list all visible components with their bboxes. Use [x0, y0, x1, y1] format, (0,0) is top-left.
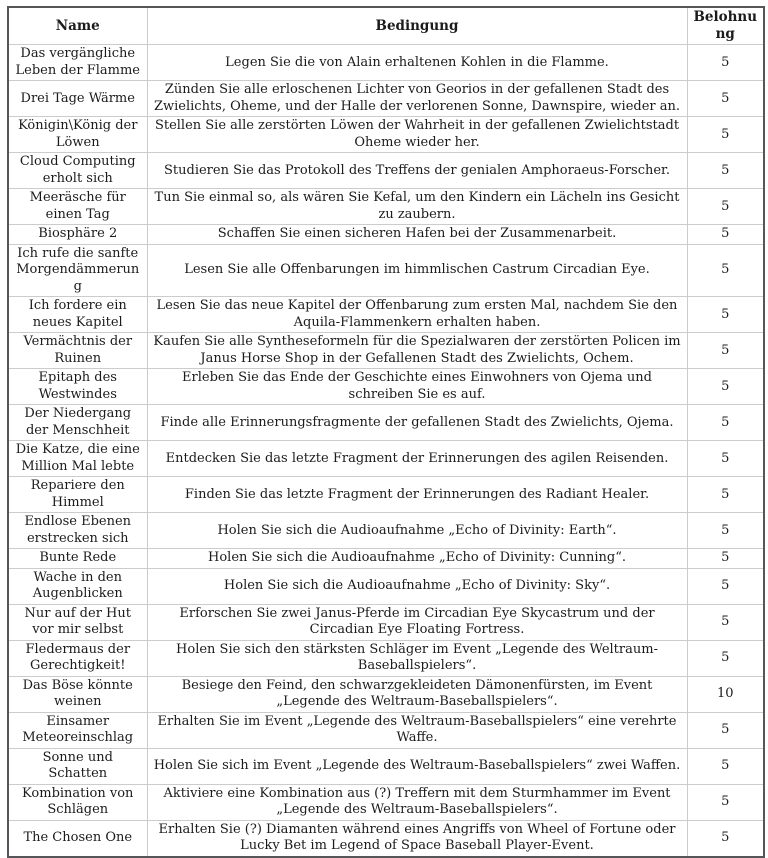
- cell-reward: 5: [687, 784, 764, 820]
- cell-name: Einsamer Meteoreinschlag: [8, 712, 147, 748]
- header-row: [8, 7, 764, 45]
- table-row: [8, 81, 764, 117]
- cell-reward: 5: [687, 369, 764, 405]
- cell-reward: 5: [687, 549, 764, 569]
- cell-name: Nur auf der Hut vor mir selbst: [8, 604, 147, 640]
- table-row: [8, 45, 764, 81]
- cell-name: Epitaph des Westwindes: [8, 369, 147, 405]
- cell-reward: 5: [687, 117, 764, 153]
- cell-reward: 5: [687, 712, 764, 748]
- table-row: [8, 820, 764, 857]
- cell-condition: Erleben Sie das Ende der Geschichte eines Einwohners von Ojema und schreiben Sie es auf.: [147, 369, 687, 405]
- cell-name: Endlose Ebenen erstrecken sich: [8, 513, 147, 549]
- cell-reward: 5: [687, 477, 764, 513]
- cell-name: Biosphäre 2: [8, 225, 147, 245]
- cell-condition: Finde alle Erinnerungsfragmente der gefallenen Stadt des Zwielichts, Ojema.: [147, 405, 687, 441]
- cell-condition: Besiege den Feind, den schwarzgekleideten Dämonenfürsten, im Event „Legende des Weltraum-Baseballspielers“.: [147, 676, 687, 712]
- cell-reward: 5: [687, 189, 764, 225]
- cell-condition: Zünden Sie alle erloschenen Lichter von Georios in der gefallenen Stadt des Zwielichts, Oheme, und der Halle der verlorenen Sonne, Dawnspire, wieder an.: [147, 81, 687, 117]
- cell-condition: Holen Sie sich im Event „Legende des Weltraum-Baseballspielers“ zwei Waffen.: [147, 748, 687, 784]
- cell-name: Cloud Computing erholt sich: [8, 153, 147, 189]
- cell-name: Repariere den Himmel: [8, 477, 147, 513]
- cell-name: Wache in den Augenblicken: [8, 568, 147, 604]
- cell-name: Ich rufe die sanfte Morgendämmerung: [8, 244, 147, 297]
- table-row: [8, 225, 764, 245]
- table-row: [8, 640, 764, 676]
- cell-reward: 5: [687, 45, 764, 81]
- cell-condition: Holen Sie sich die Audioaufnahme „Echo of Divinity: Earth“.: [147, 513, 687, 549]
- cell-condition: Lesen Sie das neue Kapitel der Offenbarung zum ersten Mal, nachdem Sie den Aquila-Flammenkern erhalten haben.: [147, 297, 687, 333]
- cell-reward: 10: [687, 676, 764, 712]
- cell-condition: Kaufen Sie alle Syntheseformeln für die Spezialwaren der zerstörten Policen im Janus Horse Shop in der Gefallenen Stadt des Zwielichts, Ochem.: [147, 333, 687, 369]
- cell-reward: 5: [687, 640, 764, 676]
- table-row: [8, 333, 764, 369]
- cell-condition: Schaffen Sie einen sicheren Hafen bei der Zusammenarbeit.: [147, 225, 687, 245]
- cell-reward: 5: [687, 405, 764, 441]
- cell-name: Drei Tage Wärme: [8, 81, 147, 117]
- cell-condition: Erhalten Sie (?) Diamanten während eines Angriffs von Wheel of Fortune oder Lucky Bet im Legend of Space Baseball Player-Event.: [147, 820, 687, 857]
- cell-name: Ich fordere ein neues Kapitel: [8, 297, 147, 333]
- cell-name: Das vergängliche Leben der Flamme: [8, 45, 147, 81]
- cell-condition: Finden Sie das letzte Fragment der Erinnerungen des Radiant Healer.: [147, 477, 687, 513]
- table-row: [8, 676, 764, 712]
- cell-condition: Studieren Sie das Protokoll des Treffens der genialen Amphoraeus-Forscher.: [147, 153, 687, 189]
- table-body: [8, 45, 764, 857]
- cell-condition: Holen Sie sich die Audioaufnahme „Echo of Divinity: Cunning“.: [147, 549, 687, 569]
- cell-condition: Erhalten Sie im Event „Legende des Weltraum-Baseballspielers“ eine verehrte Waffe.: [147, 712, 687, 748]
- table-header: [8, 7, 764, 45]
- table-row: [8, 297, 764, 333]
- cell-reward: 5: [687, 297, 764, 333]
- table-row: [8, 153, 764, 189]
- column-header-name: Name: [8, 7, 147, 45]
- cell-name: Das Böse könnte weinen: [8, 676, 147, 712]
- cell-reward: 5: [687, 333, 764, 369]
- cell-condition: Lesen Sie alle Offenbarungen im himmlischen Castrum Circadian Eye.: [147, 244, 687, 297]
- table-row: [8, 549, 764, 569]
- cell-name: Meeräsche für einen Tag: [8, 189, 147, 225]
- table-row: [8, 405, 764, 441]
- table-row: [8, 117, 764, 153]
- cell-reward: 5: [687, 225, 764, 245]
- column-header-condition: Bedingung: [147, 7, 687, 45]
- cell-reward: 5: [687, 568, 764, 604]
- cell-name: Kombination von Schlägen: [8, 784, 147, 820]
- table-row: [8, 477, 764, 513]
- cell-name: Die Katze, die eine Million Mal lebte: [8, 441, 147, 477]
- column-header-reward: Belohnung: [687, 7, 764, 45]
- cell-reward: 5: [687, 748, 764, 784]
- table-row: [8, 604, 764, 640]
- cell-reward: 5: [687, 153, 764, 189]
- table-row: [8, 441, 764, 477]
- table-row: [8, 784, 764, 820]
- table-row: [8, 369, 764, 405]
- table-row: [8, 513, 764, 549]
- achievements-table: [7, 6, 765, 858]
- cell-reward: 5: [687, 604, 764, 640]
- cell-reward: 5: [687, 81, 764, 117]
- cell-condition: Legen Sie die von Alain erhaltenen Kohlen in die Flamme.: [147, 45, 687, 81]
- cell-name: Vermächtnis der Ruinen: [8, 333, 147, 369]
- cell-name: Fledermaus der Gerechtigkeit!: [8, 640, 147, 676]
- cell-condition: Holen Sie sich die Audioaufnahme „Echo of Divinity: Sky“.: [147, 568, 687, 604]
- cell-condition: Stellen Sie alle zerstörten Löwen der Wahrheit in der gefallenen Zwielichtstadt Oheme wieder her.: [147, 117, 687, 153]
- cell-name: Königin\König der Löwen: [8, 117, 147, 153]
- cell-condition: Aktiviere eine Kombination aus (?) Treffern mit dem Sturmhammer im Event „Legende des Weltraum-Baseballspielers“.: [147, 784, 687, 820]
- table-row: [8, 748, 764, 784]
- cell-reward: 5: [687, 244, 764, 297]
- cell-condition: Entdecken Sie das letzte Fragment der Erinnerungen des agilen Reisenden.: [147, 441, 687, 477]
- table-row: [8, 244, 764, 297]
- cell-reward: 5: [687, 441, 764, 477]
- table-row: [8, 568, 764, 604]
- table-row: [8, 712, 764, 748]
- cell-reward: 5: [687, 513, 764, 549]
- cell-name: Der Niedergang der Menschheit: [8, 405, 147, 441]
- cell-condition: Holen Sie sich den stärksten Schläger im Event „Legende des Weltraum-Baseballspielers“.: [147, 640, 687, 676]
- cell-name: Bunte Rede: [8, 549, 147, 569]
- cell-condition: Erforschen Sie zwei Janus-Pferde im Circadian Eye Skycastrum und der Circadian Eye Floating Fortress.: [147, 604, 687, 640]
- cell-condition: Tun Sie einmal so, als wären Sie Kefal, um den Kindern ein Lächeln ins Gesicht zu zaubern.: [147, 189, 687, 225]
- cell-name: Sonne und Schatten: [8, 748, 147, 784]
- cell-name: The Chosen One: [8, 820, 147, 857]
- cell-reward: 5: [687, 820, 764, 857]
- table-row: [8, 189, 764, 225]
